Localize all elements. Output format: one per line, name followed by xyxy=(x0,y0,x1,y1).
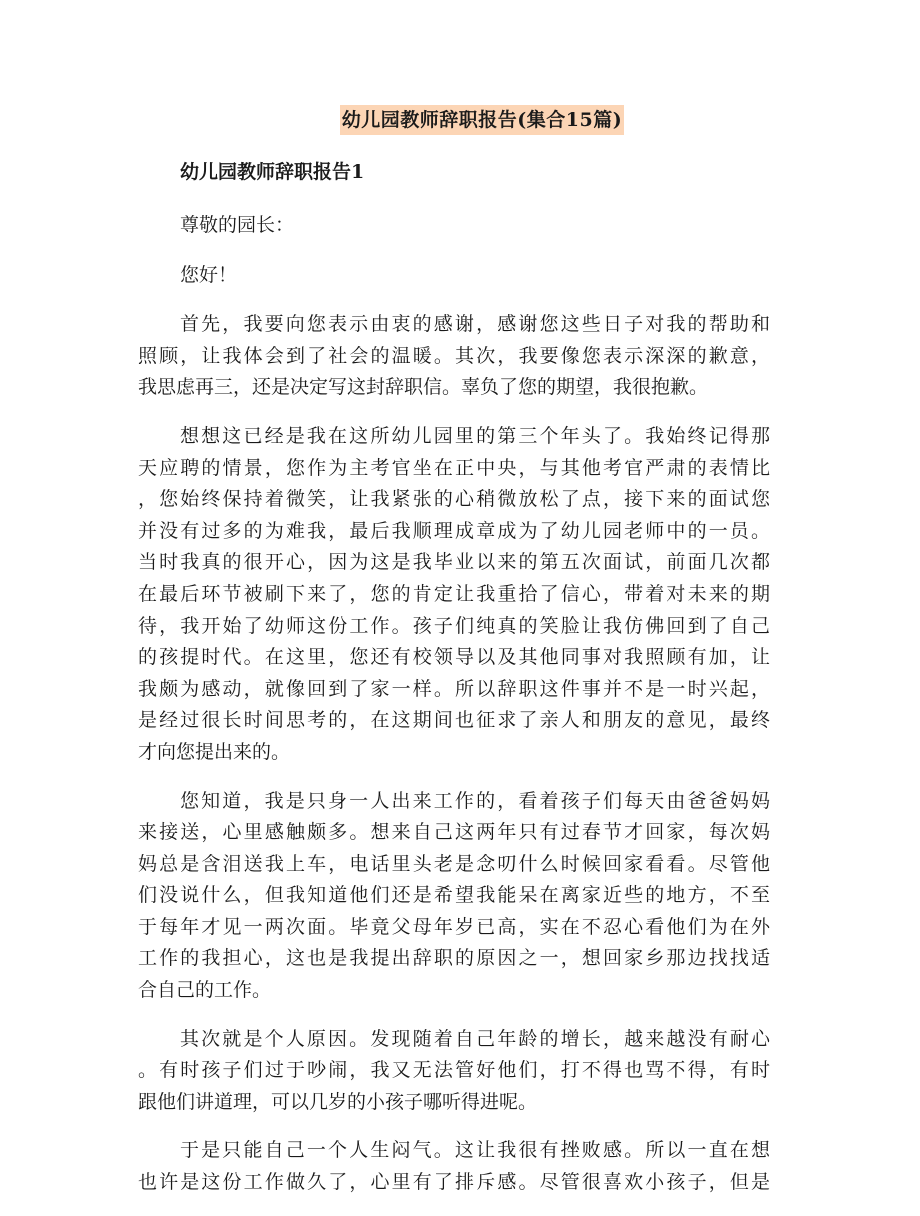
paragraph xyxy=(138,1135,770,1198)
paragraph xyxy=(138,1024,770,1119)
document-title: 幼儿园教师辞职报告(集合15篇) xyxy=(340,105,624,135)
paragraph xyxy=(138,421,770,769)
paragraph-line: 当时我真的很开心，因为这是我毕业以来的第五次面试，前面几次都 xyxy=(138,551,770,574)
title-container xyxy=(0,105,920,135)
paragraph-line: 于每年才见一两次面。毕竟父母年岁已高，实在不忍心看他们为在外 xyxy=(138,915,770,938)
paragraph-line: 是经过很长时间思考的，在这期间也征求了亲人和朋友的意见，最终 xyxy=(138,709,770,732)
paragraph-line: 妈总是含泪送我上车，电话里头老是念叨什么时候回家看看。尽管他 xyxy=(138,852,770,875)
paragraph-line: 并没有过多的为难我，最后我顺理成章成为了幼儿园老师中的一员。 xyxy=(138,519,770,542)
paragraph-line: 也许是这份工作做久了，心里有了排斥感。尽管很喜欢小孩子，但是 xyxy=(138,1171,770,1194)
paragraph-line: 才向您提出来的。 xyxy=(138,740,291,763)
paragraph-line: 照顾，让我体会到了社会的温暖。其次，我要像您表示深深的歉意， xyxy=(138,344,770,367)
paragraph-line: 的孩提时代。在这里，您还有校领导以及其他同事对我照顾有加，让 xyxy=(138,646,770,669)
salutation-recipient: 尊敬的园长： xyxy=(180,214,295,236)
paragraph-line: 跟他们讲道理，可以几岁的小孩子哪听得进呢。 xyxy=(138,1090,538,1113)
paragraph xyxy=(138,309,770,404)
paragraph-line: 我颇为感动，就像回到了家一样。所以辞职这件事并不是一时兴起， xyxy=(138,677,770,700)
paragraph xyxy=(138,786,770,1007)
paragraph-line: 其次就是个人原因。发现随着自己年龄的增长，越来越没有耐心 xyxy=(180,1027,770,1050)
paragraph-line: 工作的我担心，这也是我提出辞职的原因之一，想回家乡那边找找适 xyxy=(138,947,770,970)
paragraph-line: 待，我开始了幼师这份工作。孩子们纯真的笑脸让我仿佛回到了自己 xyxy=(138,614,770,637)
paragraph-line: 们没说什么，但我知道他们还是希望我能呆在离家近些的地方，不至 xyxy=(138,884,770,907)
paragraph-line: 在最后环节被刷下来了，您的肯定让我重拾了信心，带着对未来的期 xyxy=(138,582,770,605)
section-heading: 幼儿园教师辞职报告1 xyxy=(180,161,365,183)
paragraph-line: 想想这已经是我在这所幼儿园里的第三个年头了。我始终记得那 xyxy=(180,424,770,447)
salutation-greeting: 您好！ xyxy=(180,263,238,286)
paragraph-line: 我思虑再三，还是决定写这封辞职信。辜负了您的期望，我很抱歉。 xyxy=(138,376,709,399)
paragraph-line: 来接送，心里感触颇多。想来自己这两年只有过春节才回家，每次妈 xyxy=(138,821,770,844)
paragraph-line: ，您始终保持着微笑，让我紧张的心稍微放松了点，接下来的面试您 xyxy=(138,488,770,511)
paragraph-line: 天应聘的情景，您作为主考官坐在正中央，与其他考官严肃的表情比 xyxy=(138,456,770,479)
paragraph-line: 于是只能自己一个人生闷气。这让我很有挫败感。所以一直在想 xyxy=(180,1139,770,1162)
document-body xyxy=(138,210,770,1216)
paragraph-line: 首先，我要向您表示由衷的感谢，感谢您这些日子对我的帮助和 xyxy=(180,313,770,336)
paragraph-line: 合自己的工作。 xyxy=(138,979,272,1002)
paragraph-line: 您知道，我是只身一人出来工作的，看着孩子们每天由爸爸妈妈 xyxy=(180,789,770,812)
paragraph-line: 。有时孩子们过于吵闹，我又无法管好他们，打不得也骂不得，有时 xyxy=(138,1059,770,1082)
